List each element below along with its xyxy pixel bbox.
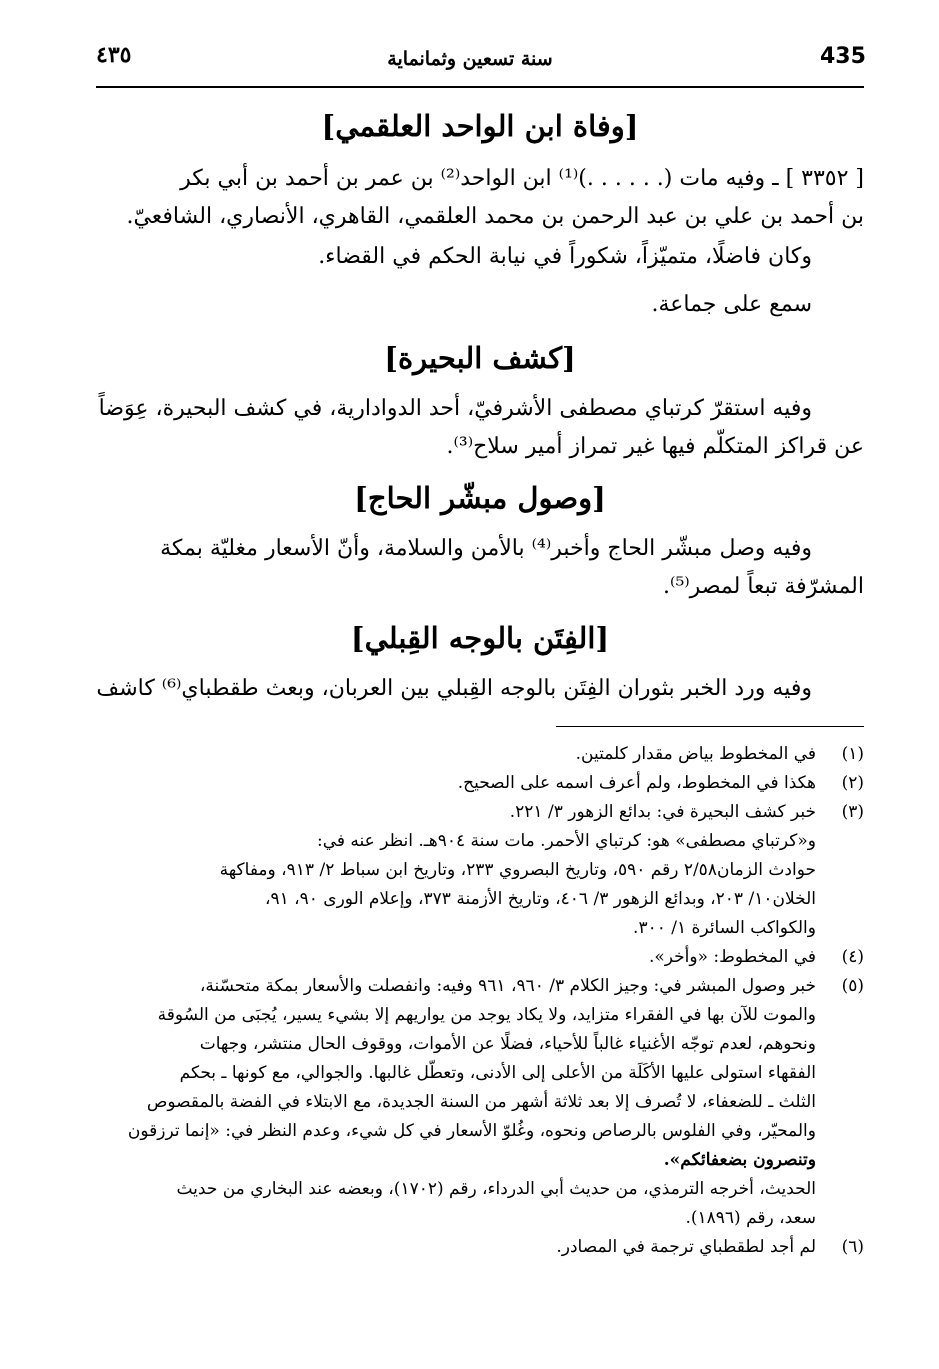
footnote-number: (١) [841, 744, 864, 764]
footnote-line: الفقهاء استولى عليها الأكَلَة من الأعلى إلى الأدنى، وتعطّل غالبها. والجوالي، مع كونها ـ بحكم [179, 1063, 816, 1083]
paragraph [96, 160, 864, 236]
footnote-line: والموت للآن بها في الفقراء متزايد، ولا يكاد يوجد من يواريهم إلا بشيء يسير، يُجبَى من السُوقة [157, 1005, 816, 1025]
footnote-number: (٢) [841, 773, 864, 793]
footnote-line: ونحوهم، لعدم توجّه الأغنياء غالباً للأحياء، فضلًا عن الأموات، ووقوف الحال منتشر، وجهات [199, 1034, 816, 1054]
footnote [96, 1233, 864, 1262]
footnote-line: حوادث الزمان٢/٥٨ رقم ٥٩٠، وتاريخ البصروي ٢٣٣، وتاريخ ابن سباط ٢/ ٩١٣، ومفاكهة [219, 860, 816, 880]
text-line: بن أحمد بن علي بن عبد الرحمن بن محمد العلقمي، القاهري، الأنصاري، الشافعيّ. [126, 204, 864, 229]
footnote-line: سعد، رقم (١٨٩٦). [685, 1208, 816, 1228]
section-heading: [وفاة ابن الواحد العلقمي] [321, 109, 639, 143]
text-line: وفيه وصل مبشّر الحاج وأخبر⁽⁴⁾ بالأمن والسلامة، وأنّ الأسعار مغليّة بمكة [160, 536, 812, 561]
footnote-line: الخلان١٠/ ٢٠٣، وبدائع الزهور ٣/ ٤٠٦، وتاريخ الأزمنة ٣٧٣، وإعلام الورى ٩٠، ٩١، [264, 889, 816, 909]
footnote-line: الحديث، أخرجه الترمذي، من حديث أبي الدرداء، رقم (١٧٠٢)، وبعضه عند البخاري من حديث [176, 1179, 816, 1199]
footnote [96, 740, 864, 769]
text-line: وكان فاضلًا، متميّزاً، شكوراً في نيابة الحكم في القضاء. [318, 244, 812, 269]
text-line: المشرّفة تبعاً لمصر⁽⁵⁾. [663, 574, 864, 599]
footnote-line: والمحيّر، وفي الفلوس بالرصاص ونحوه، وغُلوّ الأسعار في كل شيء، وعدم النظر في: «إنما ترزقون [127, 1121, 816, 1141]
section-heading: [وصول مبشّر الحاج] [354, 481, 606, 515]
paragraph [96, 238, 864, 276]
running-title: سنة تسعين وثمانماية [387, 48, 553, 70]
paragraph [96, 286, 864, 324]
footnote-line: وتنصرون بضعفائكم». [663, 1150, 816, 1170]
header-rule [96, 86, 864, 88]
text-line: وفيه استقرّ كرتباي مصطفى الأشرفيّ، أحد الدوادارية، في كشف البحيرة، عِوَضاً [98, 396, 812, 421]
footnote-line: والكواكب السائرة ١/ ٣٠٠. [633, 918, 816, 938]
paragraph [96, 390, 864, 466]
text-line: عن قراكز المتكلّم فيها غير تمراز أمير سلاح⁽³⁾. [446, 434, 864, 459]
text-line: وفيه ورد الخبر بثوران الفِتَن بالوجه القِبلي بين العربان، وبعث طقطباي⁽⁶⁾ كاشف [96, 676, 812, 701]
paragraph [96, 670, 864, 708]
footnote-line: خبر كشف البحيرة في: بدائع الزهور ٣/ ٢٢١. [509, 802, 816, 822]
footnote-line: خبر وصول المبشر في: وجيز الكلام ٣/ ٩٦٠، ٩٦١ وفيه: وانفصلت والأسعار بمكة متحسّنة، [199, 976, 816, 996]
text-line: [ ٣٣٥٢ ] ـ وفيه مات (. . . . . .)⁽¹⁾ ابن الواحد⁽²⁾ بن عمر بن أحمد بن أبي بكر [180, 166, 864, 191]
text-line: سمع على جماعة. [651, 292, 812, 317]
footnote [96, 972, 864, 1233]
page-number-arabic: ٤٣٥ [96, 42, 132, 68]
paragraph [96, 530, 864, 606]
footnote-line: في المخطوط: «وأخر». [648, 947, 816, 967]
footnotes [96, 740, 864, 1262]
footnote-line: الثلث ـ للضعفاء، لا تُصرف إلا بعد ثلاثة أشهر من السنة الجديدة، مع الابتلاء في الفضة بالمقصوص [146, 1092, 816, 1112]
footnote [96, 798, 864, 943]
footnote [96, 943, 864, 972]
footnote-number: (٣) [841, 802, 864, 822]
footnote-number: (٦) [841, 1237, 864, 1257]
footnote-line: لم أجد لطقطباي ترجمة في المصادر. [556, 1237, 816, 1257]
section-heading: [الفِتَن بالوجه القِبلي] [350, 621, 610, 655]
footnote-line: هكذا في المخطوط، ولم أعرف اسمه على الصحيح. [457, 773, 816, 793]
footnote-number: (٥) [841, 976, 864, 996]
footnote [96, 769, 864, 798]
footnote-line: في المخطوط بياض مقدار كلمتين. [575, 744, 816, 764]
footnote-line: و«كرتباي مصطفى» هو: كرتباي الأحمر. مات سنة ٩٠٤هـ. انظر عنه في: [316, 831, 816, 851]
page-number-latin: 435 [820, 44, 866, 69]
section-heading: [كشف البحيرة] [384, 341, 576, 375]
footnote-separator [556, 726, 864, 727]
footnote-number: (٤) [841, 947, 864, 967]
